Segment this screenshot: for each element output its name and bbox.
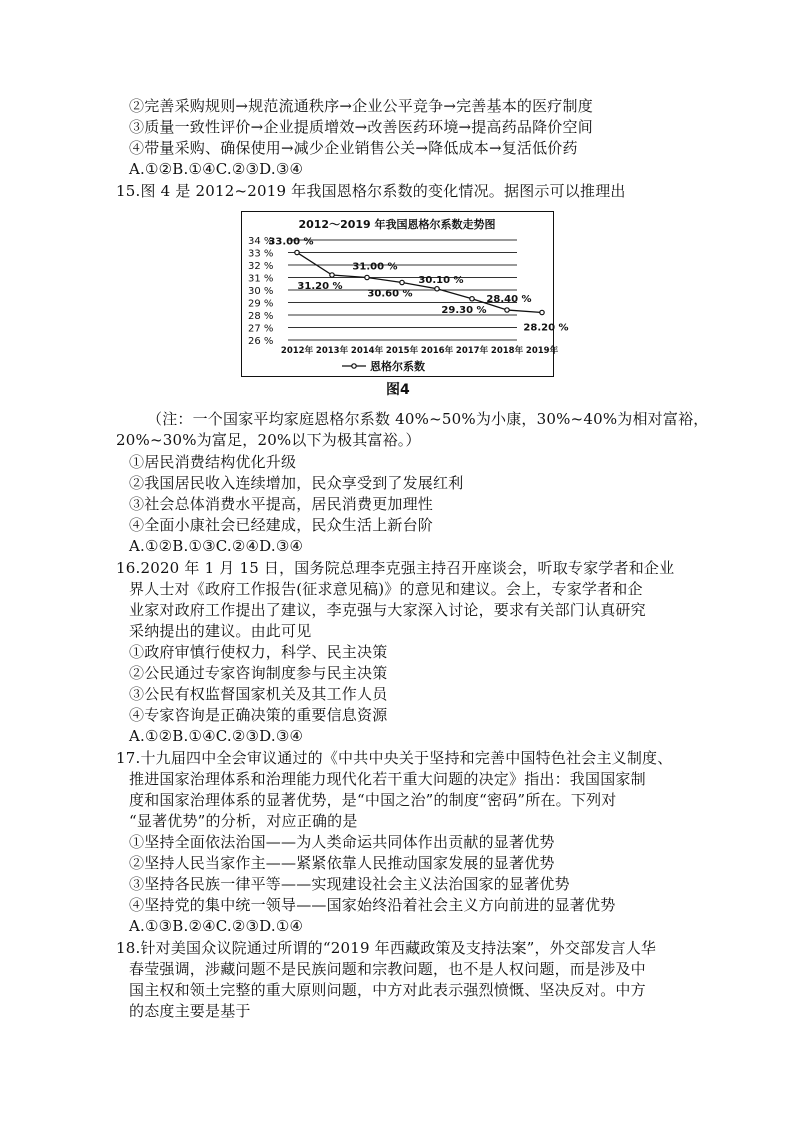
chart-title: 2012～2019 年我国恩格尔系数走势图	[298, 218, 496, 231]
q16-stem-line-3: 业家对政府工作提出了建议，李克强与大家深入讨论，要求有关部门认真研究	[129, 601, 646, 619]
data-point	[505, 308, 509, 312]
chart-svg	[242, 212, 569, 376]
x-tick-label: 2018年	[490, 346, 524, 356]
x-tick-label: 2017年	[455, 346, 489, 356]
q16-stem-line-1: 16.2020 年 1 月 15 日，国务院总理李克强主持召开座谈会，听取专家学者和企业	[116, 559, 675, 577]
data-point	[365, 275, 369, 279]
q17-option-3: ③坚持各民族一律平等——实现建设社会主义法治国家的显著优势	[129, 875, 570, 893]
x-tick-label: 2014年	[350, 346, 384, 356]
q15-stem: 15.图 4 是 2012~2019 年我国恩格尔系数的变化情况。据图示可以推理出	[116, 182, 626, 200]
data-label: 29.30 %	[441, 304, 487, 316]
q17-option-1: ①坚持全面依法治国——为人类命运共同体作出贡献的显著优势	[129, 833, 555, 851]
figure-caption: 图4	[386, 382, 410, 398]
data-label: 31.00 %	[352, 261, 398, 273]
q16-option-4: ④专家咨询是正确决策的重要信息资源	[129, 706, 388, 724]
q14-option-2: ②完善采购规则→规范流通秩序→企业公平竞争→完善基本的医疗制度	[129, 97, 593, 115]
q16-stem-line-4: 采纳提出的建议。由此可见	[129, 622, 312, 640]
legend-marker	[352, 364, 356, 368]
q15-answer-choices: A.①②B.①③C.②④D.③④	[129, 537, 304, 555]
q15-option-4: ④全面小康社会已经建成，民众生活上新台阶	[129, 516, 434, 534]
q15-option-3: ③社会总体消费水平提高，居民消费更加理性	[129, 495, 434, 513]
q15-option-1: ①居民消费结构优化升级	[129, 453, 297, 471]
data-point	[435, 287, 439, 291]
q16-stem-line-2: 界人士对《政府工作报告(征求意见稿)》的意见和建议。会上，专家学者和企	[129, 580, 643, 598]
data-point	[330, 273, 334, 277]
y-tick-label: 31 %	[248, 273, 274, 285]
q18-stem-line-1: 18.针对美国众议院通过所谓的“2019 年西藏政策及支持法案”，外交部发言人华	[116, 939, 657, 957]
data-point	[540, 310, 544, 314]
x-tick-label: 2015年	[385, 346, 419, 356]
q17-option-2: ②坚持人民当家作主——紧紧依靠人民推动国家发展的显著优势	[129, 854, 555, 872]
data-label: 30.10 %	[418, 274, 464, 286]
x-tick-label: 2016年	[420, 346, 454, 356]
q14-option-3: ③质量一致性评价→企业提质增效→改善医药环境→提高药品降价空间	[129, 118, 593, 136]
q16-answer-choices: A.①②B.①④C.②③D.③④	[129, 727, 304, 745]
q15-note-line-1: （注：一个国家平均家庭恩格尔系数 40%~50%为小康，30%~40%为相对富裕，	[147, 410, 709, 428]
x-tick-label: 2012年	[280, 346, 314, 356]
x-tick-label: 2013年	[315, 346, 349, 356]
q18-stem-line-3: 国主权和领土完整的重大原则问题，中方对此表示强烈愤慨、坚决反对。中方	[129, 981, 646, 999]
q17-stem-line-2: 推进国家治理体系和治理能力现代化若干重大问题的决定》指出：我国国家制	[129, 770, 646, 788]
q16-option-2: ②公民通过专家咨询制度参与民主决策	[129, 664, 388, 682]
data-point	[400, 280, 404, 284]
q18-stem-line-2: 春莹强调，涉藏问题不是民族问题和宗教问题，也不是人权问题，而是涉及中	[129, 960, 646, 978]
q17-stem-line-3: 度和国家治理体系的显著优势，是“中国之治”的制度“密码”所在。下列对	[129, 791, 617, 809]
data-label: 31.20 %	[297, 281, 343, 292]
data-label: 28.40 %	[486, 294, 532, 305]
q17-option-4: ④坚持党的集中统一领导——国家始终沿着社会主义方向前进的显著优势	[129, 896, 616, 914]
y-tick-label: 32 %	[248, 261, 274, 272]
q15-note-line-2: 20%~30%为富足，20%以下为极其富裕。）	[116, 431, 421, 449]
y-tick-label: 34 %	[248, 236, 274, 247]
y-tick-label: 29 %	[248, 298, 274, 310]
engel-coefficient-chart	[241, 211, 569, 377]
q15-option-2: ②我国居民收入连续增加，民众享受到了发展红利	[129, 474, 464, 492]
y-tick-label: 33 %	[248, 248, 274, 260]
q14-option-4: ④带量采购、确保使用→减少企业销售公关→降低成本→复活低价药	[129, 139, 578, 157]
q14-answer-choices: A.①②B.①④C.②③D.③④	[129, 160, 304, 178]
q17-stem-line-4: “显著优势”的分析，对应正确的是	[129, 812, 358, 830]
q18-stem-line-4: 的态度主要是基于	[129, 1002, 251, 1020]
y-tick-label: 28 %	[248, 311, 274, 322]
y-tick-label: 30 %	[248, 286, 274, 297]
data-label: 33.00 %	[268, 236, 314, 248]
data-label: 30.60 %	[367, 288, 413, 300]
y-tick-label: 27 %	[248, 323, 274, 335]
q17-stem-line-1: 17.十九届四中全会审议通过的《中共中央关于坚持和完善中国特色社会主义制度、	[116, 749, 673, 767]
x-tick-label: 2019年	[525, 346, 559, 356]
q16-option-1: ①政府审慎行使权力，科学、民主决策	[129, 643, 388, 661]
q16-option-3: ③公民有权监督国家机关及其工作人员	[129, 685, 388, 703]
data-point	[295, 250, 299, 254]
y-tick-label: 26 %	[248, 336, 274, 347]
q17-answer-choices: A.①③B.②④C.②③D.①④	[129, 917, 304, 935]
data-point	[470, 297, 474, 301]
data-label: 28.20 %	[523, 322, 569, 334]
legend-label: 恩格尔系数	[370, 360, 425, 373]
